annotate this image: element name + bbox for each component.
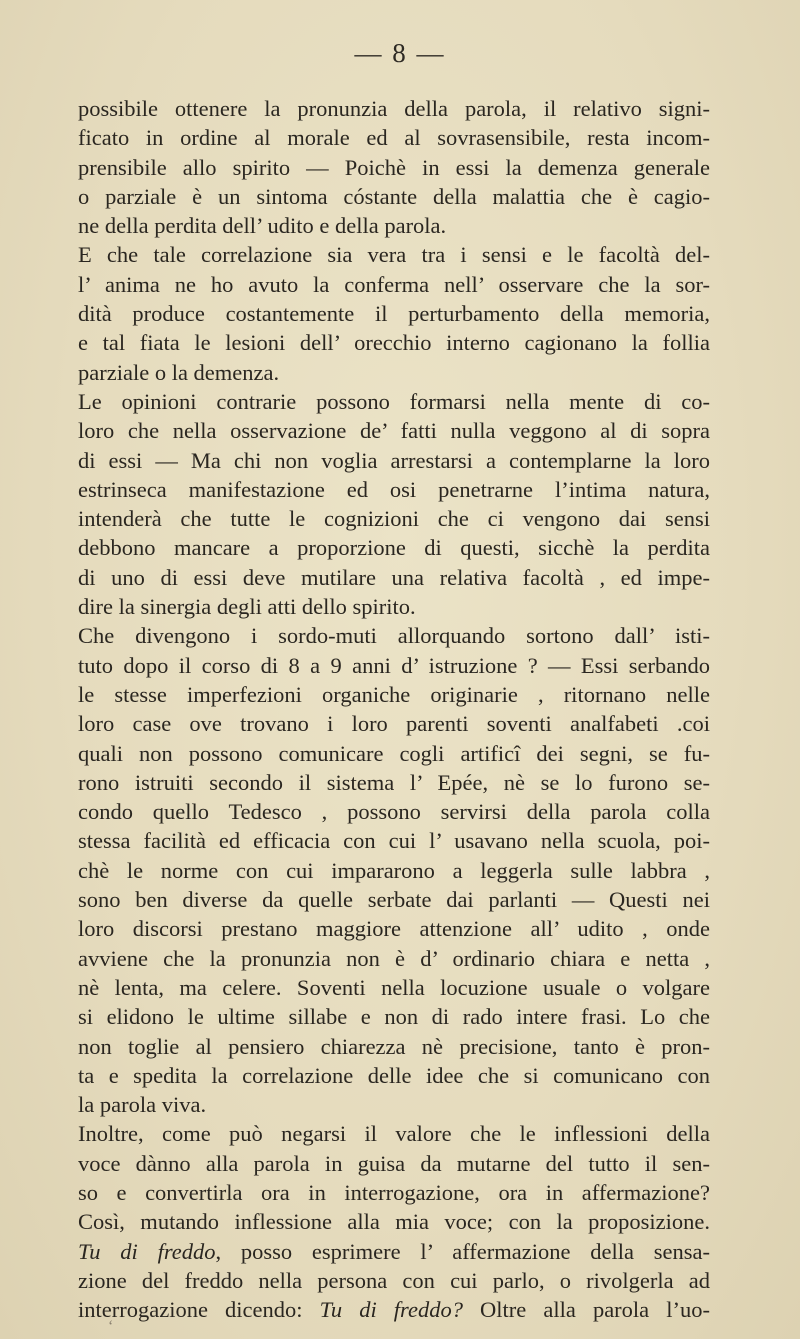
text-line: avviene che la pronunzia non è d’ ordinario chiara e netta , [78,945,710,971]
text-line: si elidono le ultime sillabe e non di rado intere frasi. Lo che [78,1004,710,1030]
text-line: ne della perdita dell’ udito e della parola. [78,213,447,239]
text-line: debbono mancare a proporzione di questi, sicchè la perdita [78,535,710,561]
italic-phrase: Tu di freddo [78,1238,216,1264]
text-line: e tal fiata le lesioni dell’ orecchio interno cagionano la follia [78,330,710,356]
text-line: Le opinioni contrarie possono formarsi nella mente di co- [78,388,710,414]
text-line: voce dànno alla parola in guisa da mutarne del tutto il sen- [78,1150,710,1176]
text-line: l’ anima ne ho avuto la conferma nell’ osservare che la sor- [78,271,710,297]
text-line: non toglie al pensiero chiarezza nè precisione, tanto è pron- [78,1033,710,1059]
text-line: possibile ottenere la pronunzia della parola, il relativo signi- [78,96,710,121]
text-line: Inoltre, come può negarsi il valore che le inflessioni della [78,1121,710,1147]
page-number: — 8 — [354,38,446,68]
text-line: tuto dopo il corso di 8 a 9 anni d’ istruzione ? — Essi serbando [78,652,710,678]
text-line: loro che nella osservazione de’ fatti nulla veggono al di sopra [78,418,710,444]
text-line: Che divengono i sordo-muti allorquando sortono dall’ isti- [78,623,710,649]
margin-mark: ʻ [108,1318,114,1335]
text-line: la parola viva. [78,1092,207,1118]
text-fragment: Oltre alla parola l’uo- [462,1297,710,1323]
text-line: prensibile allo spirito — Poichè in essi la demenza generale [78,154,710,180]
text-line: parziale o la demenza. [78,359,280,385]
text-line: loro discorsi prestano maggiore attenzione all’ udito , onde [78,916,710,942]
text-line: di essi — Ma chi non voglia arrestarsi a contemplarne la loro [78,447,710,473]
text-line: dità produce costantemente il perturbamento della memoria, [78,301,710,327]
text-line: loro case ove trovano i loro parenti soventi analfabeti .coi [78,711,710,737]
text-line: Così, mutando inflessione alla mia voce; con la proposizione. [78,1209,710,1235]
text-line: le stesse imperfezioni organiche originarie , ritornano nelle [78,681,710,707]
text-line: intenderà che tutte le cognizioni che ci vengono dai sensi [78,506,710,532]
text-fragment: interrogazione dicendo: [78,1297,320,1323]
body-text [78,94,710,1324]
text-line: chè le norme con cui impararono a leggerla sulle labbra , [78,857,710,883]
text-line: ta e spedita la correlazione delle idee che si comunicano con [78,1062,710,1088]
text-line: di uno di essi deve mutilare una relativa facoltà , ed impe- [78,564,710,590]
text-line [78,1237,710,1266]
text-line: o parziale è un sintoma cóstante della malattia che è cagio- [78,183,710,209]
text-line: rono istruiti secondo il sistema l’ Epée, nè se lo furono se- [78,769,710,795]
text-line: estrinseca manifestazione ed osi penetrarne l’intima natura, [78,476,710,502]
text-line: E che tale correlazione sia vera tra i sensi e le facoltà del- [78,242,710,268]
text-line: quali non possono comunicare cogli artificî dei segni, se fu- [78,740,710,766]
text-fragment: , posso esprimere l’ affermazione della sensa- [215,1238,710,1264]
text-line [78,1295,710,1324]
text-line: so e convertirla ora in interrogazione, ora in affermazione? [78,1179,710,1205]
text-line: condo quello Tedesco , possono servirsi della parola colla [78,799,710,825]
text-line: nè lenta, ma celere. Soventi nella locuzione usuale o volgare [78,974,710,1000]
text-line: stessa facilità ed efficacia con cui l’ usavano nella scuola, poi- [78,828,710,854]
text-line: sono ben diverse da quelle serbate dai parlanti — Questi nei [78,887,710,913]
text-line: dire la sinergia degli atti dello spirito. [78,594,416,620]
text-line: ficato in ordine al morale ed al sovrasensibile, resta incom- [78,125,710,151]
text-line: zione del freddo nella persona con cui parlo, o rivolgerla ad [78,1267,710,1293]
italic-phrase: Tu di freddo? [319,1297,463,1323]
